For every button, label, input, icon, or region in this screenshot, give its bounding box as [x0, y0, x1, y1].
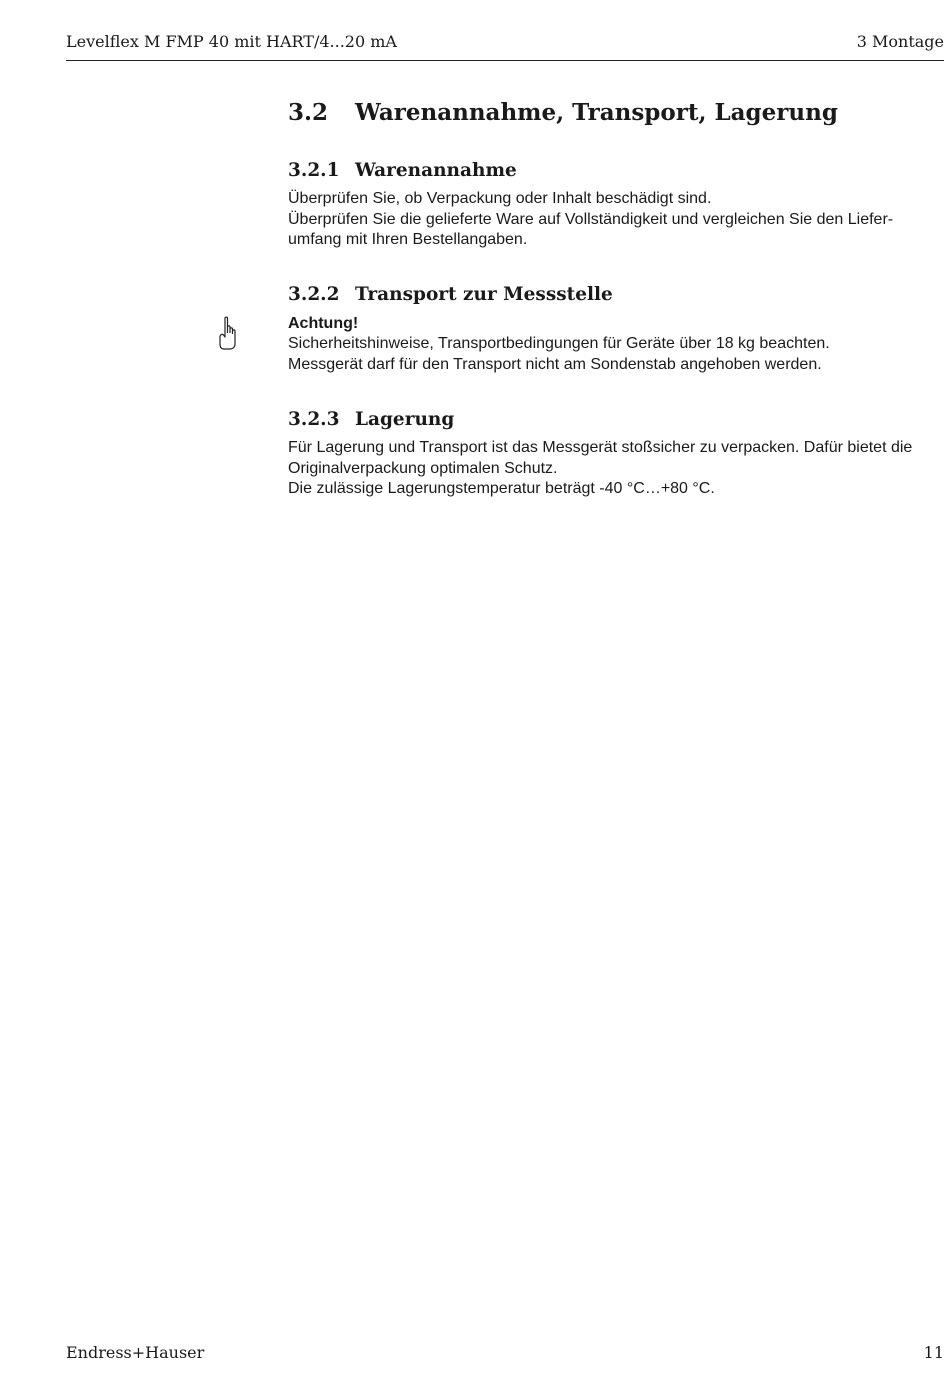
section-title: Warenannahme, Transport, Lagerung — [355, 98, 838, 126]
subsection-number: 3.2.3 — [288, 408, 340, 430]
paragraph-line: Messgerät darf für den Transport nicht am Sondenstab angehoben werden. — [288, 355, 822, 373]
paragraph-line: umfang mit Ihren Bestellangaben. — [288, 231, 528, 248]
document-title: Levelflex M FMP 40 mit HART/4...20 mA — [66, 32, 397, 51]
paragraph-line: Sicherheitshinweise, Transportbedingungen für Geräte über 18 kg beachten. — [288, 335, 830, 352]
subsection-heading-warenannahme — [288, 156, 944, 184]
paragraph-line: Die zulässige Lagerungstemperatur beträgt -40 °C…+80 °C. — [288, 480, 715, 497]
chapter-label: 3 Montage — [856, 32, 944, 51]
subsection-heading-transport — [288, 281, 944, 309]
paragraph-line: Für Lagerung und Transport ist das Messgerät stoßsicher zu verpacken. Dafür bietet die — [288, 439, 913, 456]
paragraph-line: Überprüfen Sie, ob Verpackung oder Inhalt beschädigt sind. — [288, 190, 712, 207]
paragraph-line: Überprüfen Sie die gelieferte Ware auf Vollständigkeit und vergleichen Sie den Liefer- — [288, 210, 894, 228]
section-heading — [288, 95, 944, 129]
subsection-title: Lagerung — [355, 408, 455, 430]
main-content — [288, 95, 944, 500]
paragraph-line: Originalverpackung optimalen Schutz. — [288, 459, 558, 477]
subsection-title: Transport zur Messstelle — [355, 284, 613, 305]
caution-label: Achtung! — [288, 314, 359, 332]
pointing-hand-icon — [215, 316, 239, 352]
brand-name: Endress+Hauser — [66, 1343, 205, 1362]
subsection-number: 3.2.1 — [288, 159, 340, 181]
section-number: 3.2 — [288, 98, 329, 126]
subsection-title: Warenannahme — [355, 159, 517, 181]
page-number: 11 — [923, 1343, 944, 1362]
subsection-heading-lagerung — [288, 405, 944, 433]
subsection-number: 3.2.2 — [288, 284, 340, 305]
page-header — [66, 30, 944, 61]
